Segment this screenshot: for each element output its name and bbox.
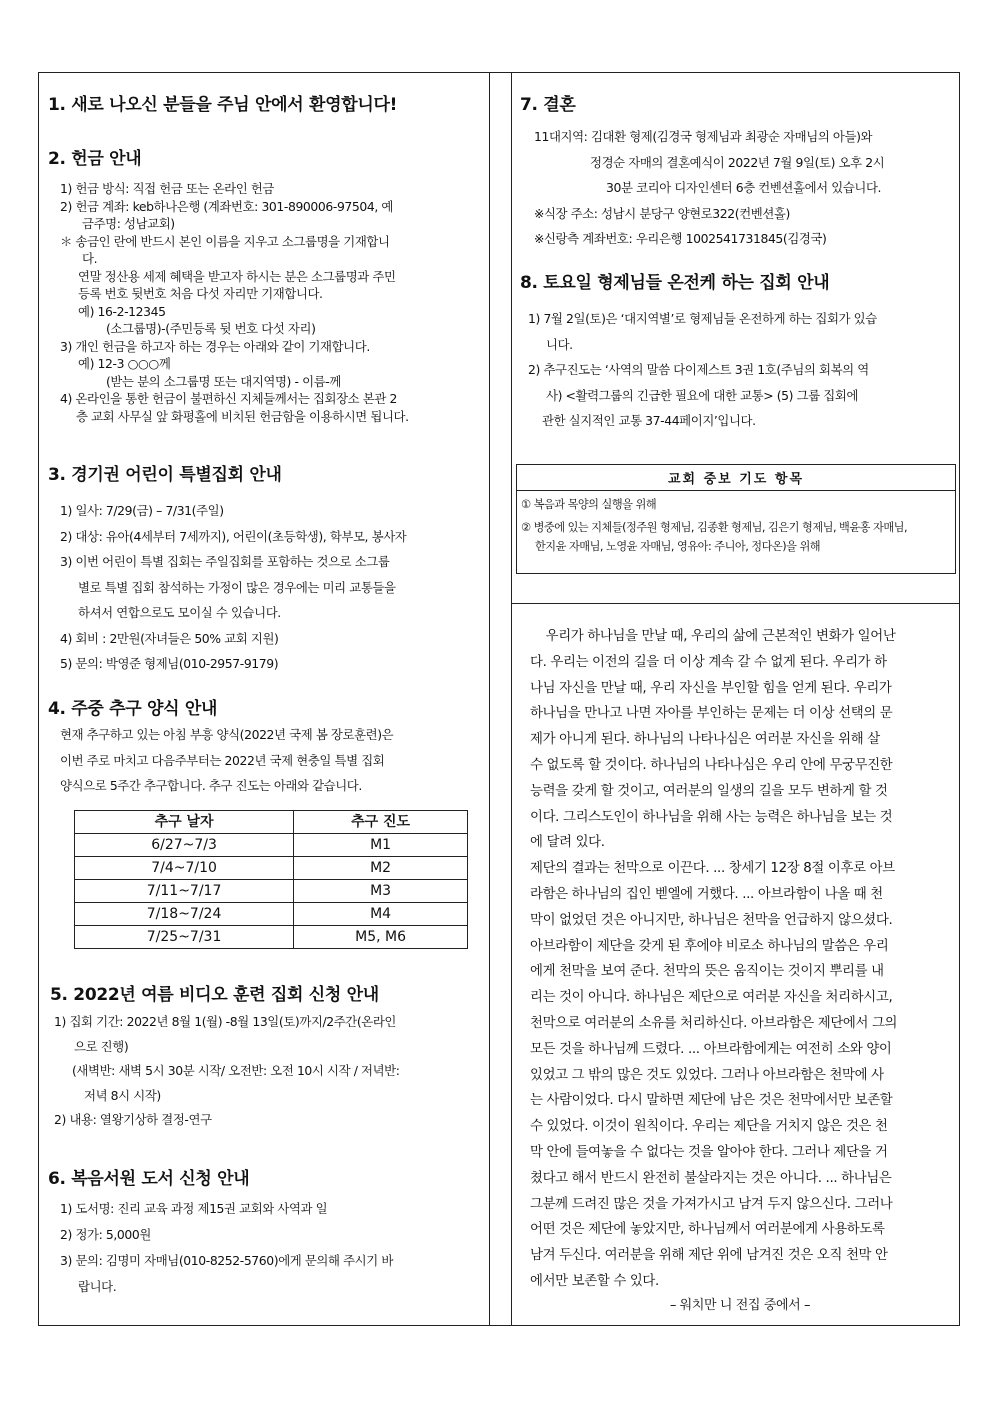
meditation-line: 있었고 그 밖의 많은 것도 있었다. 그러나 아브라함은 천막에 사: [530, 1067, 884, 1083]
offering-sender-note-cont: 다.: [82, 251, 98, 266]
section-3-title: 3. 경기권 어린이 특별집회 안내: [48, 465, 282, 485]
header-progress: 추구 진도: [294, 811, 468, 834]
offering-personal: 3) 개인 헌금을 하고자 하는 경우는 아래와 같이 기재합니다.: [60, 338, 370, 354]
conf-contact: 5) 문의: 박영준 형제님(010-2957-9179): [60, 656, 279, 671]
book-title: 1) 도서명: 진리 교육 과정 제15권 교회와 사역과 일: [60, 1201, 328, 1216]
book-contact: 3) 문의: 김명미 자매님(010-8252-5760)에게 문의해 주시기 바: [60, 1253, 393, 1268]
offering-example-2-desc: (받는 분의 소그룹명 또는 대지역명) - 이름-께: [106, 373, 341, 389]
meditation-line: 수 있었다. 이것이 원칙이다. 우리는 제단을 거치지 않은 것은 천: [530, 1119, 888, 1135]
column-divider-right: [511, 73, 512, 1325]
offering-info: [60, 180, 480, 425]
meditation-line: 다. 우리는 이전의 길을 더 이상 계속 갈 수 없게 된다. 우리가 하: [530, 654, 887, 670]
section-divider: [511, 603, 959, 604]
section-2-title: 2. 헌금 안내: [48, 149, 142, 169]
wedding-account: ※신랑측 계좌번호: 우리은행 1002541731845(김경국): [534, 231, 827, 246]
section-8-title: 8. 토요일 형제님들 온전케 하는 집회 안내: [520, 273, 830, 293]
offering-sender-note: ＊ 송금인 란에 반드시 본인 이름을 지우고 소그룹명을 기재합니: [60, 233, 390, 249]
conf-note-cont-2: 하셔서 연합으로도 모이실 수 있습니다.: [78, 605, 281, 620]
conf-target: 2) 대상: 유아(4세부터 7세까지), 어린이(초등학생), 학부모, 봉사자: [60, 528, 407, 544]
training-times: (새벽반: 새벽 5시 30분 시작/ 오전반: 오전 10시 시작 / 저녁반:: [72, 1063, 400, 1078]
book-order-info: [60, 1196, 480, 1300]
meditation-line: 남겨 두신다. 여러분을 위해 제단 위에 남겨진 것은 오직 천막 안: [530, 1248, 888, 1264]
meditation-line: 수 없도록 할 것이다. 하나님의 나타나심은 우리 안에 무궁무진한: [530, 757, 893, 773]
meditation-line: 제가 아니게 된다. 하나님의 나타나심은 여러분 자신을 위해 살: [530, 732, 880, 748]
meditation-line: 막이 없었던 것은 아니지만, 하나님은 천막을 언급하지 않으셨다.: [530, 912, 893, 928]
meditation-line: 아브라함이 제단을 갖게 된 후에야 비로소 하나님의 말씀은 우리: [530, 938, 889, 954]
offering-example-1-desc: (소그룹명)-(주민등록 뒷 번호 다섯 자리): [106, 321, 316, 336]
section-7-title: 7. 결혼: [520, 95, 576, 115]
conf-note: 3) 이번 어린이 특별 집회는 주일집회를 포함하는 것으로 소그룹: [60, 554, 390, 569]
meditation-line: 는 사람이었다. 다시 말하면 제단에 남은 것은 천막에서만 보존할: [530, 1093, 893, 1109]
table-row: 7/4~7/10 M2: [75, 857, 468, 880]
pursuit-para-3: 양식으로 5주간 추구합니다. 추구 진도는 아래와 같습니다.: [60, 778, 362, 793]
prayer-box: [516, 464, 956, 574]
wedding-info: [534, 124, 954, 252]
table-row: 7/25~7/31 M5, M6: [75, 926, 468, 949]
offering-method: 1) 헌금 방식: 직접 헌금 또는 온라인 헌금: [60, 181, 275, 196]
book-price: 2) 정가: 5,000원: [60, 1227, 151, 1242]
wedding-venue: 30분 코리아 디자인센터 6층 컨벤션홀에서 있습니다.: [606, 180, 882, 195]
meditation-line: 라함은 하나님의 집인 벧엘에 거했다. ... 아브라함이 나올 때 천: [530, 886, 883, 902]
meditation-line: 하나님을 만나고 나면 자아를 부인하는 문제는 더 이상 선택의 문: [530, 706, 893, 722]
meditation-line: 에 달려 있다.: [530, 835, 605, 851]
video-training-info: [54, 1010, 480, 1133]
prayer-item-1: ① 복음과 목양의 실행을 위해: [521, 498, 657, 511]
meditation-line: 능력을 갖게 할 것이고, 여러분의 일생의 길을 모두 변하게 할 것: [530, 783, 888, 799]
children-conference-info: [60, 498, 480, 677]
meditation-line: 우리가 하나님을 만날 때, 우리의 삶에 근본적인 변화가 일어난: [530, 629, 896, 644]
meeting-date: 1) 7월 2일(토)은 ‘대지역별’로 형제님들 온전하게 하는 집회가 있습: [528, 311, 877, 326]
meditation-source: – 워치만 니 전집 중에서 –: [669, 1298, 811, 1313]
wedding-address: ※식장 주소: 성남시 분당구 양현로322(컨벤션홀): [534, 205, 790, 221]
table-header-row: [75, 811, 468, 834]
prayer-item-2-cont: 한지윤 자매님, 노영윤 자매님, 영유아: 주니아, 정다온)을 위해: [535, 540, 821, 553]
offering-online-note-cont: 층 교회 사무실 앞 화평홀에 비치된 헌금함을 이용하시면 됩니다.: [76, 408, 409, 424]
brothers-meeting-info: [528, 306, 954, 434]
table-row: 7/11~7/17 M3: [75, 880, 468, 903]
meeting-date-cont: 니다.: [546, 336, 573, 352]
pursuit-info: [60, 722, 480, 799]
meeting-progress-cont-2: 관한 실지적인 교통 37-44페이지’입니다.: [542, 413, 756, 428]
meditation-text: [530, 624, 944, 1295]
meditation-line: 에서만 보존할 수 있다.: [530, 1273, 659, 1289]
training-content: 2) 내용: 열왕기상하 결정-연구: [54, 1112, 212, 1127]
book-contact-cont: 랍니다.: [78, 1279, 117, 1294]
meditation-line: 리는 것이 아니다. 하나님은 제단으로 여러분 자신을 처리하시고,: [530, 990, 893, 1006]
section-6-title: 6. 복음서원 도서 신청 안내: [48, 1169, 250, 1189]
meditation-line: 천막으로 여러분의 소유를 처리하신다. 아브라함은 제단에서 그의: [530, 1015, 898, 1031]
offering-tax-note-cont: 등록 번호 뒷번호 처음 다섯 자리만 기재합니다.: [78, 286, 323, 301]
meditation-line: 나님 자신을 만날 때, 우리 자신을 부인할 힘을 얻게 된다. 우리가: [530, 680, 892, 696]
meditation-line: 에게 천막을 보여 준다. 천막의 뜻은 움직이는 것이지 뿌리를 내: [530, 964, 884, 980]
pursuit-para-2: 이번 주로 마치고 다음주부터는 2022년 국제 현충일 특별 집회: [60, 752, 385, 768]
offering-tax-note: 연말 정산용 세제 혜택을 받고자 하시는 분은 소그룹명과 주민: [78, 268, 396, 284]
training-period: 1) 집회 기간: 2022년 8월 1(월) -8월 13일(토)까지/2주간(온라인: [54, 1014, 396, 1029]
training-period-cont: 으로 진행): [74, 1038, 129, 1054]
column-divider-left: [489, 73, 490, 1325]
meditation-line: 어떤 것은 제단에 놓았지만, 하나님께서 여러분에게 사용하도록: [530, 1222, 885, 1238]
conf-fee: 4) 회비 : 2만원(자녀들은 50% 교회 지원): [60, 630, 279, 646]
training-times-cont: 저녁 8시 시작): [84, 1087, 161, 1103]
prayer-item-2: ② 병중에 있는 지체들(정주원 형제님, 김종환 형제님, 김은기 형제님, 백윤홍 자매님,: [521, 521, 908, 534]
offering-account: 2) 헌금 계좌: keb하나은행 (계좌번호: 301-890006-97504, 예: [60, 198, 394, 214]
section-5-title: 5. 2022년 여름 비디오 훈련 집회 신청 안내: [50, 985, 379, 1005]
offering-example-1: 예) 16-2-12345: [78, 303, 166, 319]
conf-note-cont-1: 별로 특별 집회 참석하는 가정이 많은 경우에는 미리 교통들을: [78, 579, 396, 595]
offering-online-note: 4) 온라인을 통한 헌금이 불편하신 지체들께서는 집회장소 본관 2: [60, 391, 397, 406]
meditation-line: 막 안에 들여놓을 수 없다는 것을 알아야 한다. 그러나 제단을 거: [530, 1144, 888, 1160]
meditation-line: 이다. 그리스도인이 하나님을 위해 사는 능력은 하나님을 보는 것: [530, 809, 893, 825]
meditation-line: 제단의 결과는 천막으로 이끈다. ... 창세기 12장 8절 이후로 아브: [530, 861, 895, 877]
pursuit-para-1: 현재 추구하고 있는 아침 부흥 양식(2022년 국제 봄 장로훈련)은: [60, 727, 394, 742]
header-date: 추구 날자: [75, 811, 294, 834]
meditation-line: 그분께 드려진 많은 것을 가져가시고 남겨 두지 않으신다. 그러나: [530, 1196, 893, 1212]
conf-date: 1) 일사: 7/29(금) – 7/31(주일): [60, 503, 224, 518]
offering-example-2: 예) 12-3 ○○○께: [78, 356, 171, 371]
section-4-title: 4. 주중 추구 양식 안내: [48, 699, 218, 719]
meeting-progress-cont-1: 사) <활력그룹의 긴급한 필요에 대한 교통> (5) 그룹 집회에: [546, 387, 859, 403]
pursuit-table: [74, 810, 468, 949]
table-row: 6/27~7/3 M1: [75, 834, 468, 857]
wedding-couple: 11대지역: 김대환 형제(김경국 형제님과 최광순 자매님의 아들)와: [534, 129, 873, 144]
offering-account-holder: 금주명: 성남교회): [82, 216, 175, 231]
meditation-line: 쳤다고 해서 반드시 완전히 불살라지는 것은 아니다. ... 하나님은: [530, 1170, 892, 1186]
prayer-title: 교회 중보 기도 항목: [517, 465, 955, 491]
section-1-title: 1. 새로 나오신 분들을 주님 안에서 환영합니다!: [48, 95, 398, 115]
wedding-datetime: 정경순 자매의 결혼예식이 2022년 7월 9일(토) 오후 2시: [590, 154, 885, 170]
meeting-progress: 2) 추구진도는 ‘사역의 말씀 다이제스트 3권 1호(주님의 회복의 역: [528, 362, 869, 377]
table-row: 7/18~7/24 M4: [75, 903, 468, 926]
meditation-line: 모든 것을 하나님께 드렸다. ... 아브라함에게는 여전히 소와 양이: [530, 1041, 892, 1057]
